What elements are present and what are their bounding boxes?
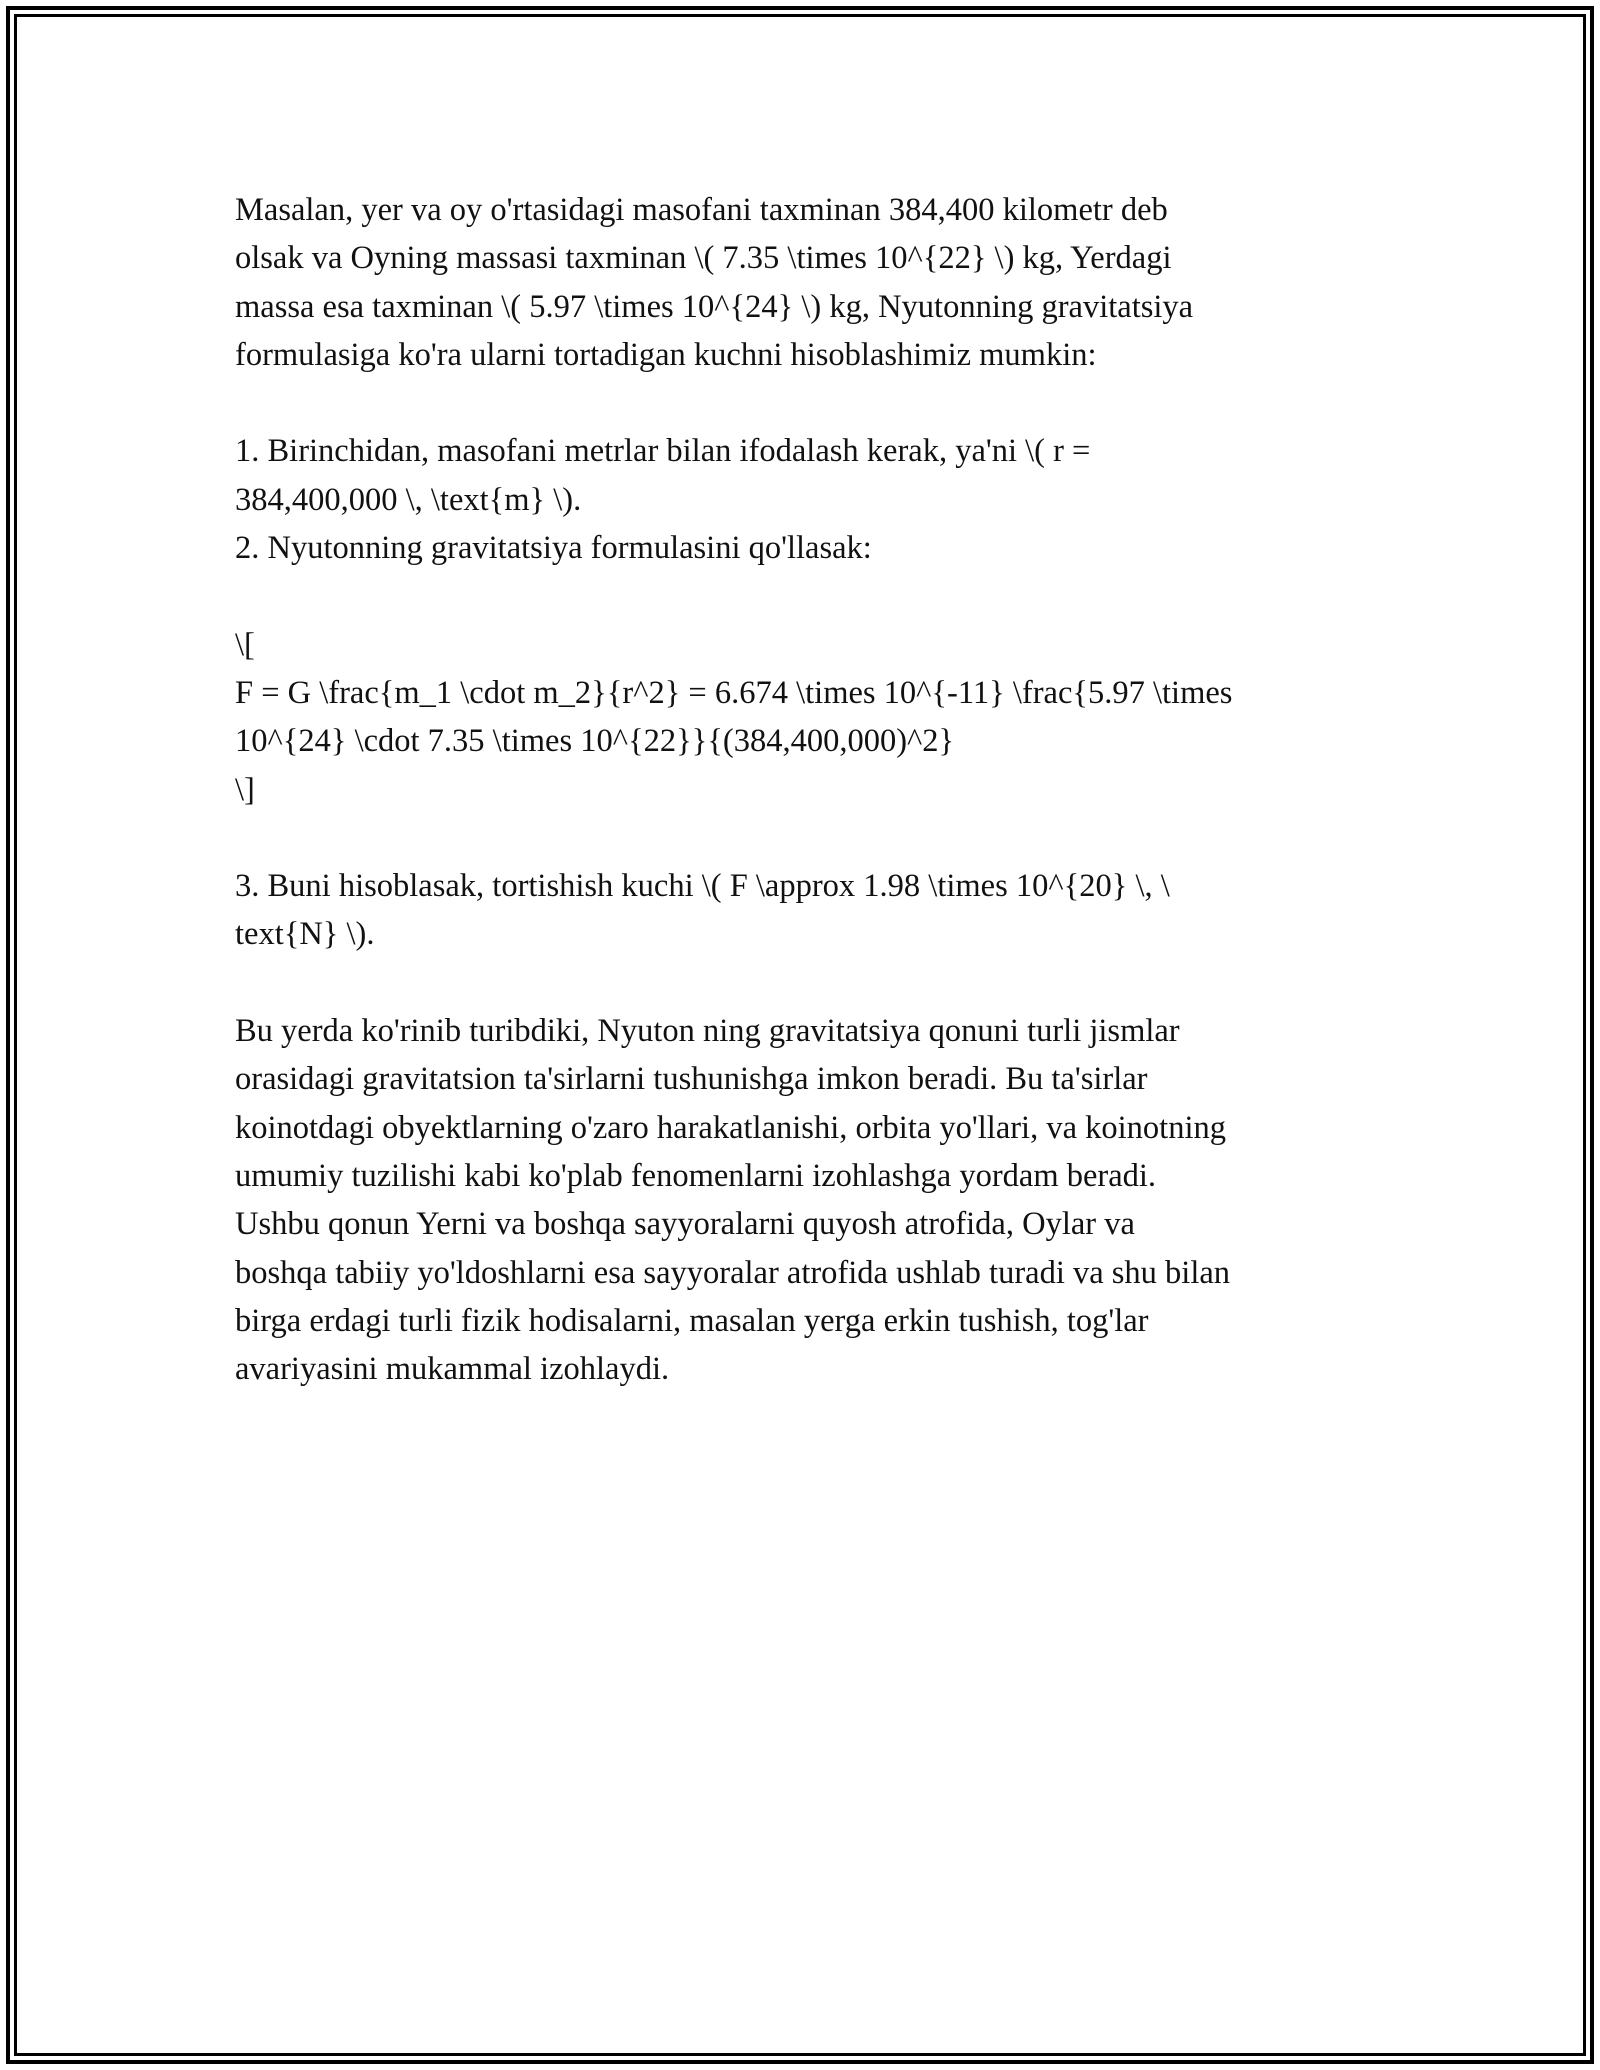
paragraph-steps: 1. Birinchidan, masofani metrlar bilan ifodalash kerak, ya'ni \( r = 384,400,000 \, \text{m} \). 2. Nyutonning gravitatsiya formulasini qo'llasak:	[235, 433, 1091, 567]
paragraph-spacer	[235, 379, 1370, 427]
paragraph-result: 3. Buni hisoblasak, tortishish kuchi \( F \approx 1.98 \times 10^{20} \, \ text{N} \).	[235, 868, 1170, 953]
paragraph-spacer	[235, 572, 1370, 620]
paragraph-spacer	[235, 814, 1370, 862]
paragraph-spacer	[235, 959, 1370, 1007]
paragraph-intro: Masalan, yer va oy o'rtasidagi masofani taxminan 384,400 kilometr deb olsak va Oyning massasi taxminan \( 7.35 \times 10^{22} \) kg, Yerdagi massa esa taxminan \( 5.97 \times 10^{24} \) kg, Nyutonning gravitatsiya formulasiga ko'ra ularni tortadigan kuchni hisoblashimiz mumkin:	[235, 192, 1194, 373]
equation-block: \[ F = G \frac{m_1 \cdot m_2}{r^2} = 6.674 \times 10^{-11} \frac{5.97 \times 10^{24} \cdot 7.35 \times 10^{22}}{(384,400,000)^2} \]	[235, 626, 1233, 808]
paragraph-conclusion: Bu yerda ko'rinib turibdiki, Nyuton ning gravitatsiya qonuni turli jismlar orasidagi gravitatsion ta'sirlarni tushunishga imkon beradi. Bu ta'sirlar koinotdagi obyektlarning o'zaro harakatlanishi, orbita yo'llari, va koinotning umumiy tuzilishi kabi ko'plab fenomenlarni izohlashga yordam beradi. Ushbu qonun Yerni va boshqa sayyoralarni quyosh atrofida, Oylar va boshqa tabiiy yo'ldoshlarni esa sayyoralar atrofida ushlab turadi va shu bilan birga erdagi turli fizik hodisalarni, masalan yerga erkin tushish, tog'lar avariyasini mukammal izohlaydi.	[235, 1013, 1231, 1388]
document-body	[235, 186, 1370, 1393]
